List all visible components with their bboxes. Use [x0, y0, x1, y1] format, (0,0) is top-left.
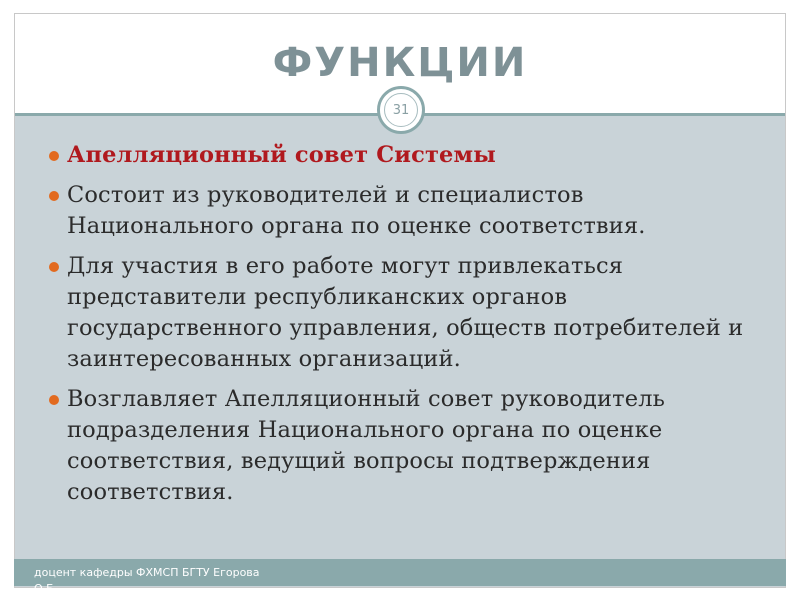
page-number: 31	[384, 93, 418, 127]
page-number-badge	[377, 86, 425, 134]
footer-author-initials: О.Б.	[34, 582, 58, 595]
bullet-dot-icon	[49, 191, 59, 201]
bullet-text: Для участия в его работе могут привлекаться представители республиканских органов государственного управления, обществ потребителей и заинтересованных организаций.	[67, 253, 744, 372]
footer-author: доцент кафедры ФХМСП БГТУ Егорова	[34, 566, 260, 579]
bullet-item	[49, 384, 769, 508]
bullet-item	[49, 140, 769, 171]
slide	[14, 13, 786, 595]
bullet-list	[49, 140, 769, 517]
bullet-dot-icon	[49, 151, 59, 161]
bullet-text: Состоит из руководителей и специалистов Национального органа по оценке соответствия.	[67, 182, 646, 239]
bullet-dot-icon	[49, 395, 59, 405]
slide-title: ФУНКЦИИ	[272, 40, 528, 86]
bullet-item	[49, 180, 769, 242]
bullet-dot-icon	[49, 262, 59, 272]
bullet-item	[49, 251, 769, 375]
bullet-text: Возглавляет Апелляционный совет руководитель подразделения Национального органа по оценке соответствия, ведущий вопросы подтверждения соответствия.	[67, 386, 666, 505]
bullet-heading: Апелляционный совет Системы	[67, 142, 496, 168]
